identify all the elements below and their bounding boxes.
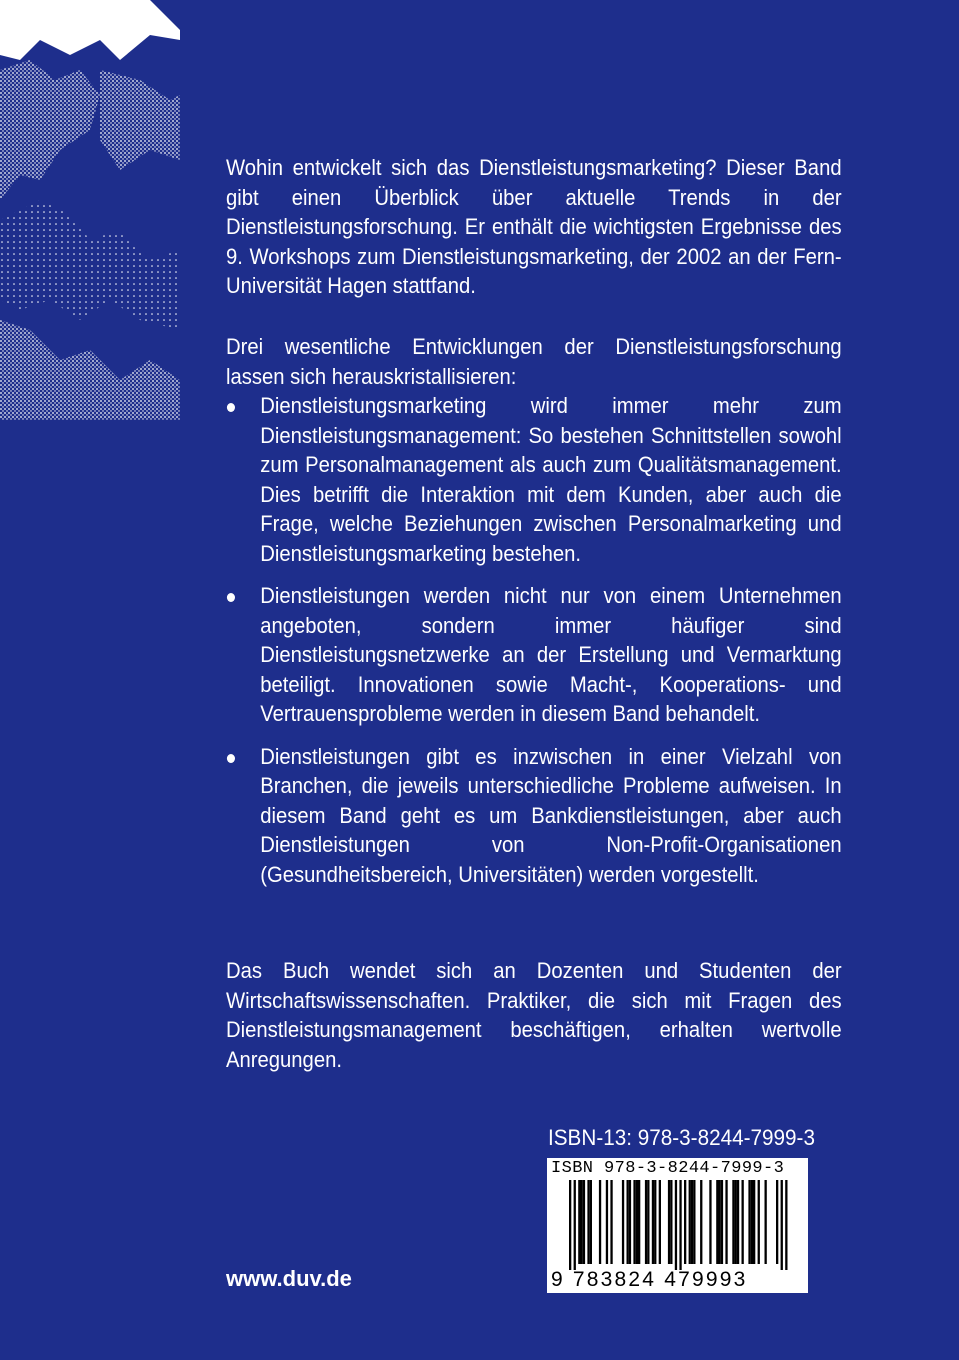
barcode-bar	[574, 1180, 576, 1270]
barcode-bar	[737, 1180, 739, 1264]
barcode-bar	[633, 1180, 635, 1264]
barcode-bar	[659, 1180, 661, 1264]
audience-paragraph: Das Buch wendet sich an Dozenten und Studenten der Wirtschaftswissenschaften. Praktiker, die sich mit Fragen des Dienstleistungsmanagement beschäftigen, erhalten wertvolle Anregungen.	[226, 958, 842, 1072]
barcode-bar	[679, 1180, 681, 1270]
barcode-bar	[781, 1180, 783, 1270]
barcode-bars	[551, 1180, 804, 1270]
trend-item: Dienstleistungen werden nicht nur von einem Unternehmen angeboten, sondern immer häufiger sind Dienstleistungsnetzwerke an der Erstellung und Vermarktung beteiligt. Innovationen sowie Macht-, Kooperations- und Vertrauensprobleme werden in diesem Band behandelt.	[226, 581, 842, 729]
barcode-bar	[725, 1180, 727, 1264]
barcode-bar	[785, 1180, 787, 1270]
barcode-bar	[776, 1180, 778, 1264]
barcode-bar	[765, 1180, 767, 1264]
barcode-bar	[590, 1180, 592, 1264]
barcode-bar	[732, 1180, 734, 1264]
barcode-bar	[610, 1180, 612, 1264]
barcode-bar	[735, 1180, 737, 1264]
barcode-isbn-text: ISBN 978-3-8244-7999-3	[551, 1159, 785, 1178]
barcode-bar	[668, 1180, 670, 1264]
barcode-bar	[636, 1180, 638, 1264]
trends-intro-text: Drei wesentliche Entwicklungen der Dienstleistungsforschung lassen sich herauskristallisieren:	[226, 334, 842, 389]
barcode-bar	[569, 1180, 571, 1270]
barcode-bar	[599, 1180, 601, 1264]
barcode-bar	[719, 1180, 721, 1264]
barcode-bar	[670, 1180, 672, 1264]
barcode-bar	[684, 1180, 686, 1264]
intro-paragraph: Wohin entwickelt sich das Dienstleistungsmarketing? Dieser Band gibt einen Überblick über aktuelle Trends in der Dienstleistungsforschung. Er enthält die wichtigsten Ergebnisse des 9. Workshops zum Dienstleistungsmarketing, der 2002 an der Fern-Universität Hagen stattfand.	[226, 155, 842, 298]
barcode-bar	[751, 1180, 753, 1264]
publisher-url[interactable]: www.duv.de	[226, 1266, 352, 1291]
barcode-bar	[638, 1180, 640, 1264]
barcode-bar	[748, 1180, 750, 1264]
barcode-bar	[721, 1180, 723, 1264]
barcode-bar	[675, 1180, 677, 1270]
barcode-bar	[742, 1180, 744, 1264]
barcode-bar	[700, 1180, 702, 1264]
trend-item: Dienstleistungen gibt es inzwischen in einer Vielzahl von Branchen, die jeweils unterschiedliche Probleme aufweisen. In diesem Band geht es um Bankdienstleistungen, aber auch Dienstleistungen von Non-Profit-Organisationen (Gesundheitsbereich, Universitäten) werden vorgestellt.	[226, 742, 842, 890]
barcode-bar	[629, 1180, 631, 1264]
barcode-bar	[647, 1180, 649, 1264]
barcode-bar	[606, 1180, 608, 1264]
barcode-bar	[627, 1180, 629, 1264]
trends-list	[226, 391, 842, 889]
trend-item: Dienstleistungsmarketing wird immer mehr zum Dienstleistungsmanagement: So bestehen Schnittstellen sowohl zum Personalmanagement als auch zum Qualitätsmanagement. Dies betrifft die Interaktion mit dem Kunden, aber auch die Frage, welche Beziehungen zwischen Personalmarketing und Dienstleistungsmarketing bestehen.	[226, 391, 842, 568]
barcode-bar	[652, 1180, 654, 1264]
europe-map-illustration	[0, 0, 180, 420]
barcode-bar	[716, 1180, 718, 1264]
barcode-bar	[709, 1180, 711, 1264]
barcode-bar	[753, 1180, 755, 1264]
barcode-digits: 9 783824 479993	[551, 1268, 748, 1291]
isbn-barcode	[547, 1158, 808, 1293]
barcode-bar	[654, 1180, 656, 1264]
barcode-bar	[587, 1180, 589, 1264]
barcode-bar	[578, 1180, 580, 1264]
barcode-bar	[758, 1180, 760, 1264]
barcode-bar	[693, 1180, 695, 1264]
trends-section	[226, 332, 842, 902]
barcode-bar	[691, 1180, 693, 1264]
barcode-bar	[583, 1180, 585, 1264]
barcode-bar	[645, 1180, 647, 1264]
barcode-bar	[622, 1180, 624, 1264]
isbn-label: ISBN-13: 978-3-8244-7999-3	[548, 1125, 815, 1150]
barcode-bar	[689, 1180, 691, 1264]
barcode-bar	[581, 1180, 583, 1264]
